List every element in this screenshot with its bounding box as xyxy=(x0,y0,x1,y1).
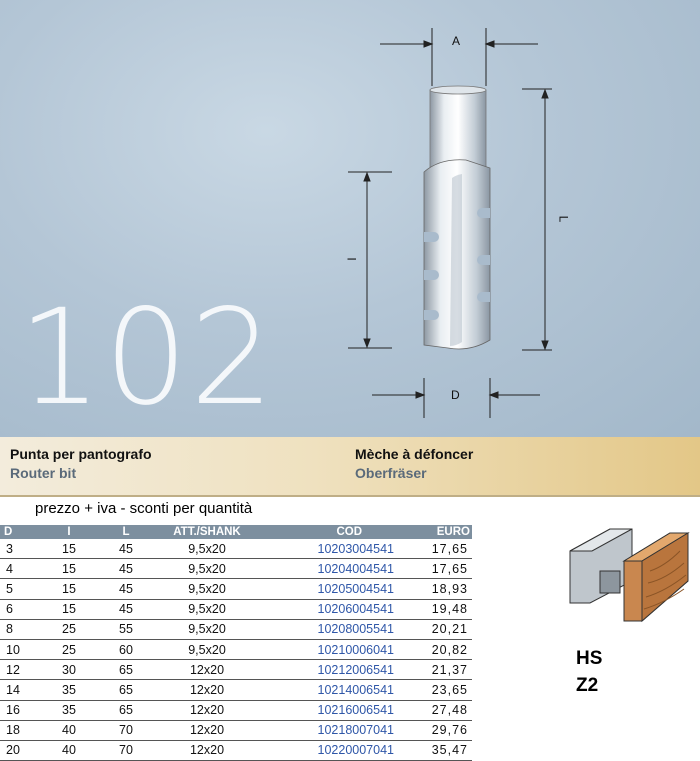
cell-euro: 20,82 xyxy=(402,639,472,659)
dim-label-d: D xyxy=(451,388,460,402)
table-row xyxy=(0,720,472,740)
table-row xyxy=(0,619,472,639)
cell-i: 15 xyxy=(42,559,96,579)
cell-euro: 23,65 xyxy=(402,680,472,700)
cell-l: 55 xyxy=(96,619,156,639)
cell-shank: 9,5x20 xyxy=(156,539,258,559)
cell-cod: 10216006541 xyxy=(258,700,402,720)
cell-i: 15 xyxy=(42,539,96,559)
cell-l: 65 xyxy=(96,660,156,680)
cell-i: 25 xyxy=(42,639,96,659)
material-hs: HS xyxy=(576,648,603,669)
cell-shank: 12x20 xyxy=(156,700,258,720)
cell-d: 20 xyxy=(0,740,42,760)
cell-d: 10 xyxy=(0,639,42,659)
cell-l: 65 xyxy=(96,680,156,700)
cell-shank: 12x20 xyxy=(156,720,258,740)
cell-l: 70 xyxy=(96,740,156,760)
cell-cod: 10212006541 xyxy=(258,660,402,680)
cell-cod: 10220007041 xyxy=(258,740,402,760)
cell-d: 6 xyxy=(0,599,42,619)
cell-i: 40 xyxy=(42,720,96,740)
title-german: Oberfräser xyxy=(355,465,427,481)
cell-l: 45 xyxy=(96,539,156,559)
flutes-z2: Z2 xyxy=(576,675,599,696)
title-french: Mèche à défoncer xyxy=(355,446,474,462)
cell-euro: 29,76 xyxy=(402,720,472,740)
col-i: I xyxy=(42,525,96,539)
cell-cod: 10206004541 xyxy=(258,599,402,619)
title-band xyxy=(0,437,700,497)
cell-shank: 12x20 xyxy=(156,660,258,680)
cell-euro: 17,65 xyxy=(402,539,472,559)
cell-l: 60 xyxy=(96,639,156,659)
table-row xyxy=(0,740,472,760)
table-row xyxy=(0,559,472,579)
table-row xyxy=(0,680,472,700)
price-table-header xyxy=(0,525,472,539)
cell-shank: 12x20 xyxy=(156,680,258,700)
cell-euro: 18,93 xyxy=(402,579,472,599)
cell-i: 25 xyxy=(42,619,96,639)
col-shank: ATT./SHANK xyxy=(156,525,258,539)
title-italian: Punta per pantografo xyxy=(10,446,152,462)
cell-i: 35 xyxy=(42,680,96,700)
cell-l: 45 xyxy=(96,559,156,579)
cell-d: 18 xyxy=(0,720,42,740)
table-row xyxy=(0,579,472,599)
cell-i: 35 xyxy=(42,700,96,720)
cell-shank: 9,5x20 xyxy=(156,639,258,659)
col-cod: COD xyxy=(258,525,402,539)
dim-label-i: I xyxy=(344,257,359,261)
cell-l: 45 xyxy=(96,579,156,599)
cell-cod: 10214006541 xyxy=(258,680,402,700)
cell-cod: 10203004541 xyxy=(258,539,402,559)
cell-cod: 10210006041 xyxy=(258,639,402,659)
table-row xyxy=(0,700,472,720)
col-d: D xyxy=(0,525,42,539)
dim-label-l: L xyxy=(556,215,571,223)
cell-i: 40 xyxy=(42,740,96,760)
cell-l: 45 xyxy=(96,599,156,619)
price-table xyxy=(0,525,472,761)
cell-d: 3 xyxy=(0,539,42,559)
cell-shank: 12x20 xyxy=(156,740,258,760)
cell-cod: 10204004541 xyxy=(258,559,402,579)
cell-euro: 19,48 xyxy=(402,599,472,619)
cell-d: 14 xyxy=(0,680,42,700)
cell-i: 15 xyxy=(42,599,96,619)
cell-i: 15 xyxy=(42,579,96,599)
cell-euro: 27,48 xyxy=(402,700,472,720)
price-notice: prezzo + iva - sconti per quantità xyxy=(35,500,253,517)
cell-i: 30 xyxy=(42,660,96,680)
cell-d: 5 xyxy=(0,579,42,599)
cell-cod: 10218007041 xyxy=(258,720,402,740)
cell-euro: 17,65 xyxy=(402,559,472,579)
cell-l: 70 xyxy=(96,720,156,740)
cell-euro: 21,37 xyxy=(402,660,472,680)
table-row xyxy=(0,599,472,619)
cell-shank: 9,5x20 xyxy=(156,579,258,599)
cell-d: 12 xyxy=(0,660,42,680)
cell-shank: 9,5x20 xyxy=(156,599,258,619)
cell-cod: 10208005541 xyxy=(258,619,402,639)
table-row xyxy=(0,539,472,559)
title-english: Router bit xyxy=(10,465,77,481)
cell-l: 65 xyxy=(96,700,156,720)
cell-d: 4 xyxy=(0,559,42,579)
col-euro: EURO xyxy=(402,525,472,539)
cell-cod: 10205004541 xyxy=(258,579,402,599)
table-row xyxy=(0,660,472,680)
table-row xyxy=(0,639,472,659)
cell-euro: 20,21 xyxy=(402,619,472,639)
profile-cut-illustration xyxy=(560,521,692,633)
dim-label-a: A xyxy=(452,34,461,48)
cell-euro: 35,47 xyxy=(402,740,472,760)
cell-d: 8 xyxy=(0,619,42,639)
cell-d: 16 xyxy=(0,700,42,720)
cell-shank: 9,5x20 xyxy=(156,619,258,639)
series-number: 102 xyxy=(18,281,276,435)
cell-shank: 9,5x20 xyxy=(156,559,258,579)
col-l: L xyxy=(96,525,156,539)
